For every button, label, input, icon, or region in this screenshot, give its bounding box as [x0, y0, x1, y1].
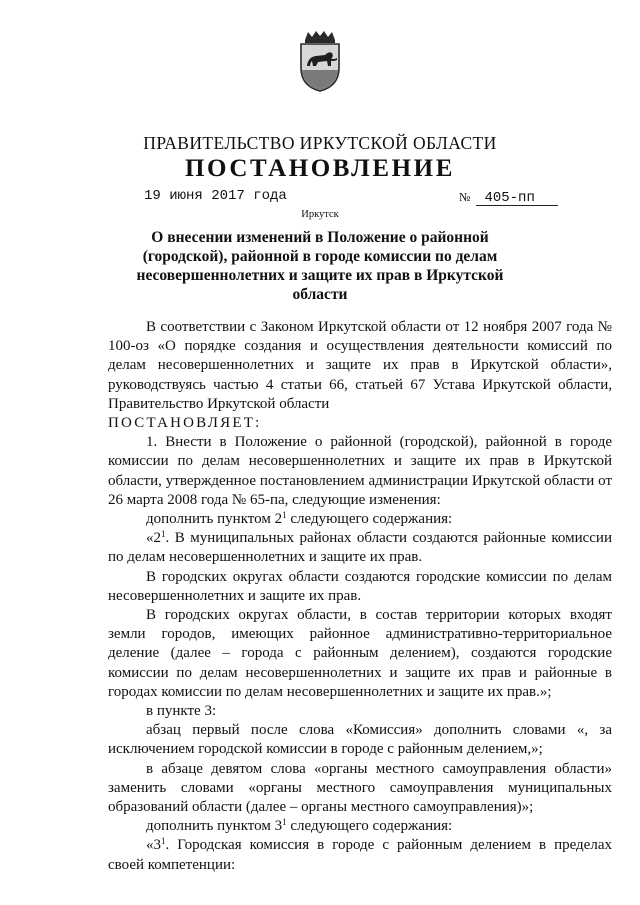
city-name: Иркутск	[301, 209, 339, 220]
irkutsk-coat-of-arms-icon	[296, 30, 344, 92]
paragraph: 1. Внести в Положение о районной (городской), районной в городе комиссии по делам несовершеннолетних и защите их прав в Иркутской области, утвержденное постановлением администрации Иркутской области от 26 марта 2008 года № 65-па, следующие изменения:	[108, 434, 612, 508]
paragraph: «$3^1$. Городская комиссия в городе с районным делением в пределах своей компетенции:	[108, 836, 612, 873]
document-number: 405-пп	[476, 191, 558, 206]
paragraph: В городских округах области создаются городские комиссии по делам несовершеннолетних и защите их прав.	[108, 568, 612, 604]
document-date: 19 июня 2017 года	[144, 188, 287, 204]
paragraph: «$2^1$. В муниципальных районах области создаются районные комиссии по делам несовершеннолетних и защите их прав.	[108, 529, 612, 566]
paragraph: в пункте 3:	[146, 703, 217, 720]
decree-word: ПОСТАНОВЛЯЕТ:	[108, 415, 262, 432]
paragraph: абзац первый после слова «Комиссия» дополнить словами «, за исключением городской комиссии в городе с районным делением,»;	[108, 722, 612, 758]
paragraph: В городских округах области, в состав территории которых входят земли городов, имеющих районное административно-территориальное деление (далее – города с районным делением), создаются городские комиссии по делам несовершеннолетних и защите их прав и районные в городах комиссии по делам несовершеннолетних и защите их прав.»;	[108, 607, 612, 700]
document-title: О внесении изменений в Положение о районной (городской), районной в городе комиссии по делам несовершеннолетних и защите их прав в Иркутской области	[136, 229, 504, 303]
paragraph: дополнить пунктом $2^1$ следующего содержания:	[146, 510, 453, 528]
paragraph: в абзаце девятом слова «органы местного самоуправления области» заменить словами «органы местного самоуправления муниципальных образований области (далее – органы местного самоуправления)»;	[108, 760, 612, 816]
paragraph: дополнить пунктом $3^1$ следующего содержания:	[146, 817, 453, 835]
document-type: ПОСТАНОВЛЕНИЕ	[184, 155, 456, 182]
document-number-field	[459, 188, 558, 206]
government-name: ПРАВИТЕЛЬСТВО ИРКУТСКОЙ ОБЛАСТИ	[143, 133, 497, 153]
document-body	[108, 318, 612, 875]
preamble-paragraph: В соответствии с Законом Иркутской области от 12 ноября 2007 года № 100-оз «О порядке создания и осуществления деятельности комиссий по делам несовершеннолетних и защите их прав в Иркутской области», руководствуясь частью 4 статьи 66, статьей 67 Устава Иркутской области, Правительство Иркутской области	[108, 319, 612, 412]
number-sign: №	[459, 190, 471, 204]
